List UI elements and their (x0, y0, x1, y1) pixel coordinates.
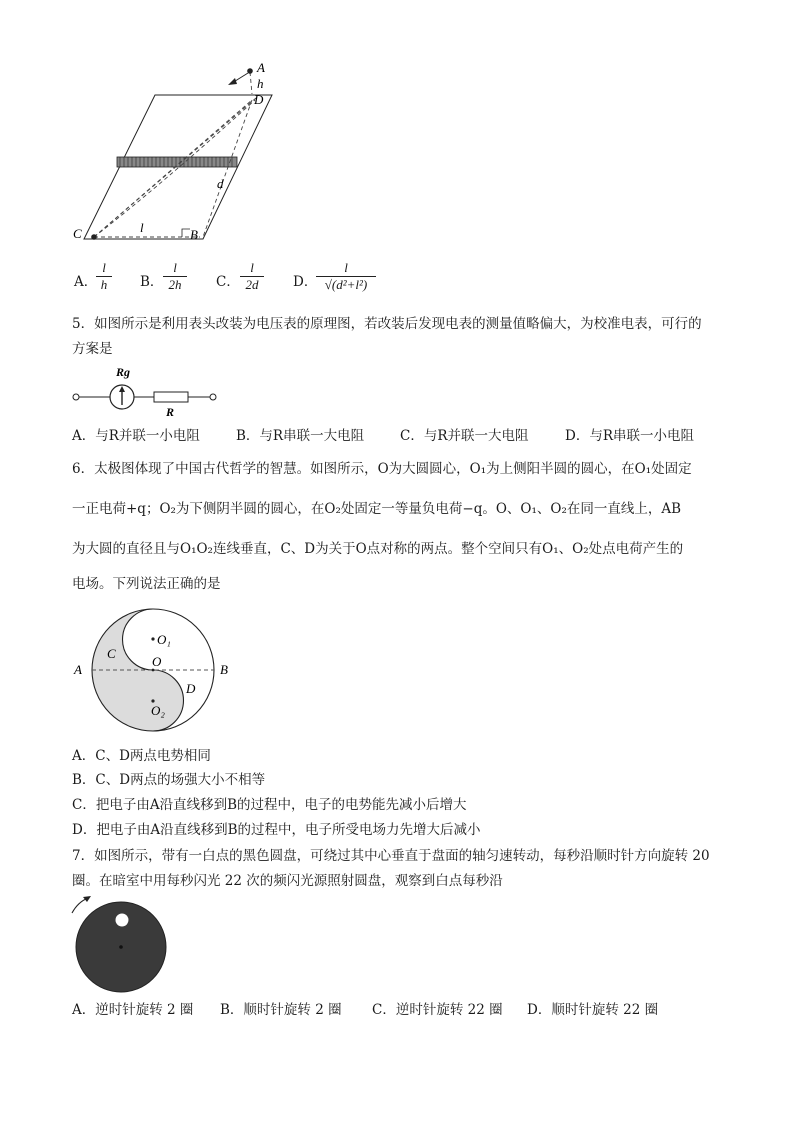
q6-option-a: A．C、D两点电势相同 (72, 748, 211, 764)
q6-option-b: B．C、D两点的场强大小不相等 (72, 772, 266, 788)
label-rg: Rg (116, 365, 131, 379)
q7-stem-line2: 圈。在暗室中用每秒闪光 22 次的频闪光源照射圆盘，观察到白点每秒沿 (72, 873, 503, 889)
q6-option-d: D．把电子由A沿直线移到B的过程中，电子所受电场力先增大后减小 (72, 822, 481, 838)
q5-option-b: B．与R串联一大电阻 (236, 428, 365, 444)
q6-option-c: C．把电子由A沿直线移到B的过程中，电子的电势能先减小后增大 (72, 797, 467, 813)
q5-stem-line1: 5．如图所示是利用表头改装为电压表的原理图，若改装后发现电表的测量值略偏大，为校准电表，可行的 (72, 316, 702, 332)
q7-option-b: B．顺时针旋转 2 圈 (220, 1002, 342, 1018)
q7-option-c: C．逆时针旋转 22 圈 (372, 1002, 503, 1018)
q5-option-a: A．与R并联一小电阻 (72, 428, 200, 444)
q6-stem-line1: 6．太极图体现了中国古代哲学的智慧。如图所示，O为大圆圆心，O₁为上侧阳半圆的圆心，在O₁处固定 (72, 461, 692, 477)
q4-option-d-fraction: $\frac{l}{\text{√(d²+l²)}}$ (316, 260, 376, 293)
label-O1: O₁ (157, 632, 171, 647)
q5-stem-line2: 方案是 (72, 341, 113, 357)
label-C6: C (107, 646, 116, 661)
taiji-figure (70, 600, 240, 740)
q6-stem-line3: 为大圆的直径且与O₁O₂连线垂直，C、D为关于O点对称的两点。整个空间只有O₁、O₂处点电荷产生的 (72, 541, 684, 557)
label-B: B (190, 227, 198, 242)
q6-stem-line4: 电场。下列说法正确的是 (72, 576, 221, 592)
label-h: h (257, 76, 264, 91)
label-C: C (73, 226, 82, 241)
q5-option-d: D．与R串联一小电阻 (565, 428, 694, 444)
rotating-disk-figure (66, 893, 176, 993)
q7-option-d: D．顺时针旋转 22 圈 (527, 1002, 659, 1018)
q5-option-c: C．与R并联一大电阻 (400, 428, 529, 444)
label-O: O (152, 654, 162, 669)
label-l: l (140, 220, 144, 235)
q4-option-d-letter: D． (293, 274, 318, 290)
label-d: d (217, 176, 224, 191)
incline-figure (60, 56, 300, 252)
q7-option-a: A．逆时针旋转 2 圈 (72, 1002, 194, 1018)
label-A: A (257, 60, 265, 75)
q4-option-b-fraction: $\frac{l}{2h}$ (163, 260, 187, 293)
label-B6: B (220, 662, 228, 677)
q4-option-c-letter: C． (216, 274, 240, 290)
q7-stem-line1: 7．如图所示，带有一白点的黑色圆盘，可绕过其中心垂直于盘面的轴匀速转动，每秒沿顺时针方向旋转 20 (72, 848, 710, 864)
q6-stem-line2: 一正电荷+q；O₂为下侧阴半圆的圆心，在O₂处固定一等量负电荷−q。O、O₁、O₂在同一直线上，AB (72, 501, 682, 517)
q4-option-b-letter: B． (140, 274, 164, 290)
q4-option-a-letter: A． (74, 274, 98, 290)
voltmeter-circuit-figure (70, 362, 230, 418)
label-D6: D (186, 681, 196, 696)
q4-option-a-fraction: $\frac{l}{h}$ (96, 260, 112, 293)
label-D: D (254, 92, 264, 107)
label-r: R (166, 405, 175, 418)
label-O2: O₂ (151, 703, 165, 718)
q4-option-c-fraction: $\frac{l}{2d}$ (240, 260, 264, 293)
label-A6: A (74, 662, 82, 677)
